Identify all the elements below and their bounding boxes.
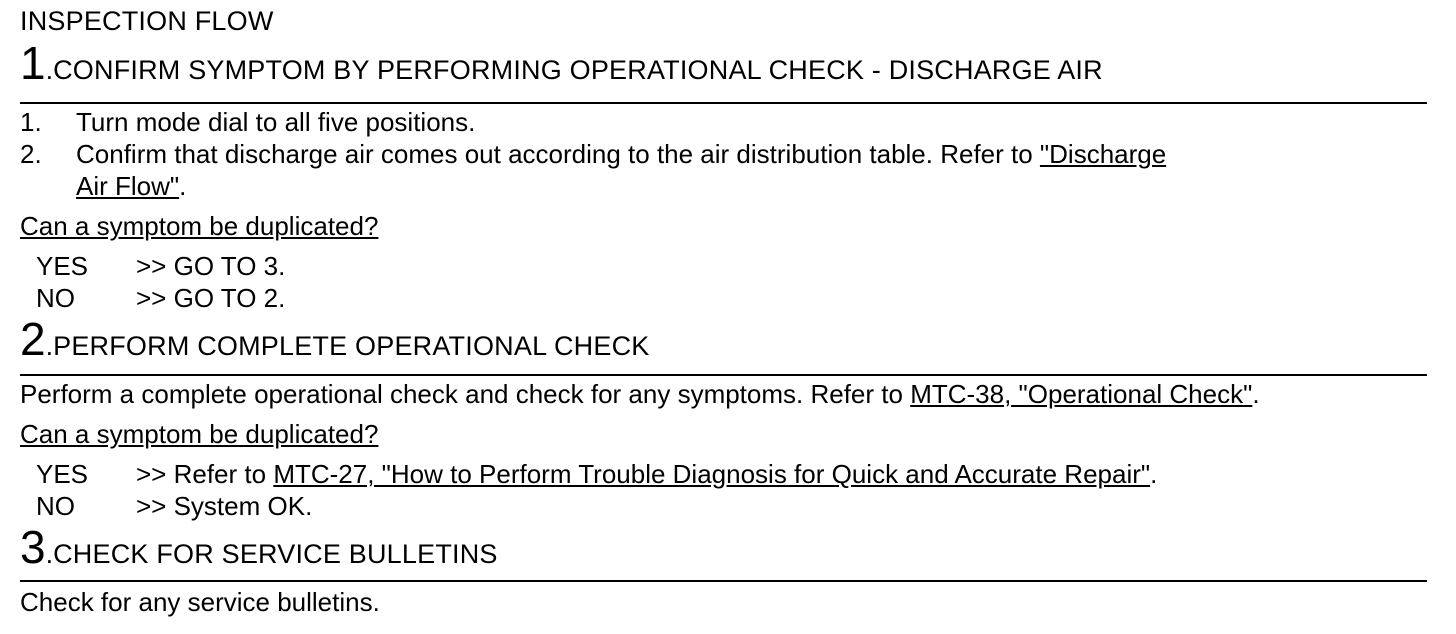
step-3-header: 3.CHECK FOR SERVICE BULLETINS — [20, 524, 1427, 582]
document-title: INSPECTION FLOW — [20, 6, 274, 36]
discharge-air-flow-link[interactable]: "Discharge — [1039, 139, 1167, 169]
step-number: 1 — [20, 37, 46, 89]
step-heading: CONFIRM SYMPTOM BY PERFORMING OPERATIONAL CHECK - DISCHARGE AIR — [53, 55, 1103, 85]
answer-no — [36, 282, 285, 314]
answer-key: YES — [36, 459, 89, 489]
question: Can a symptom be duplicated? — [20, 211, 379, 241]
step-number: 3 — [20, 521, 46, 573]
trouble-diagnosis-link[interactable]: MTC-27, "How to Perform Trouble Diagnosis for Quick and Accurate Repair" — [273, 459, 1151, 489]
list-marker: 1. — [20, 107, 42, 137]
answer-value: >> System OK. — [136, 491, 313, 521]
operational-check-link[interactable]: MTC-38, "Operational Check" — [910, 379, 1253, 409]
question: Can a symptom be duplicated? — [20, 419, 379, 449]
step-heading: CHECK FOR SERVICE BULLETINS — [53, 539, 498, 569]
list-item — [20, 106, 475, 138]
list-item-text: Turn mode dial to all five positions. — [76, 107, 476, 137]
step-2-header: 2.PERFORM COMPLETE OPERATIONAL CHECK — [20, 316, 1427, 376]
step-1-header: 1.CONFIRM SYMPTOM BY PERFORMING OPERATIONAL CHECK - DISCHARGE AIR — [20, 40, 1427, 104]
step-number: 2 — [20, 313, 46, 365]
step-body: Perform a complete operational check and check for any symptoms. Refer to MTC-38, "Operational Check". — [20, 379, 1260, 409]
answer-yes: YES >> Refer to MTC-27, "How to Perform Trouble Diagnosis for Quick and Accurate Repair". — [36, 459, 1158, 489]
step-body: Check for any service bulletins. — [20, 587, 380, 617]
answer-key: NO — [36, 491, 75, 521]
discharge-air-flow-link-cont[interactable]: Air Flow" — [76, 171, 180, 201]
answer-key: YES — [36, 251, 89, 281]
list-item — [20, 138, 1166, 170]
list-marker: 2. — [20, 139, 42, 169]
answer-value: >> GO TO 3. — [136, 251, 286, 281]
answer-no — [36, 490, 312, 522]
step-heading: PERFORM COMPLETE OPERATIONAL CHECK — [53, 331, 650, 361]
list-item-continuation: Air Flow". — [76, 171, 187, 201]
answer-key: NO — [36, 283, 75, 313]
answer-yes — [36, 250, 285, 282]
list-item-text: Confirm that discharge air comes out according to the air distribution table. Refer to — [76, 139, 1040, 169]
answer-value: >> GO TO 2. — [136, 283, 286, 313]
